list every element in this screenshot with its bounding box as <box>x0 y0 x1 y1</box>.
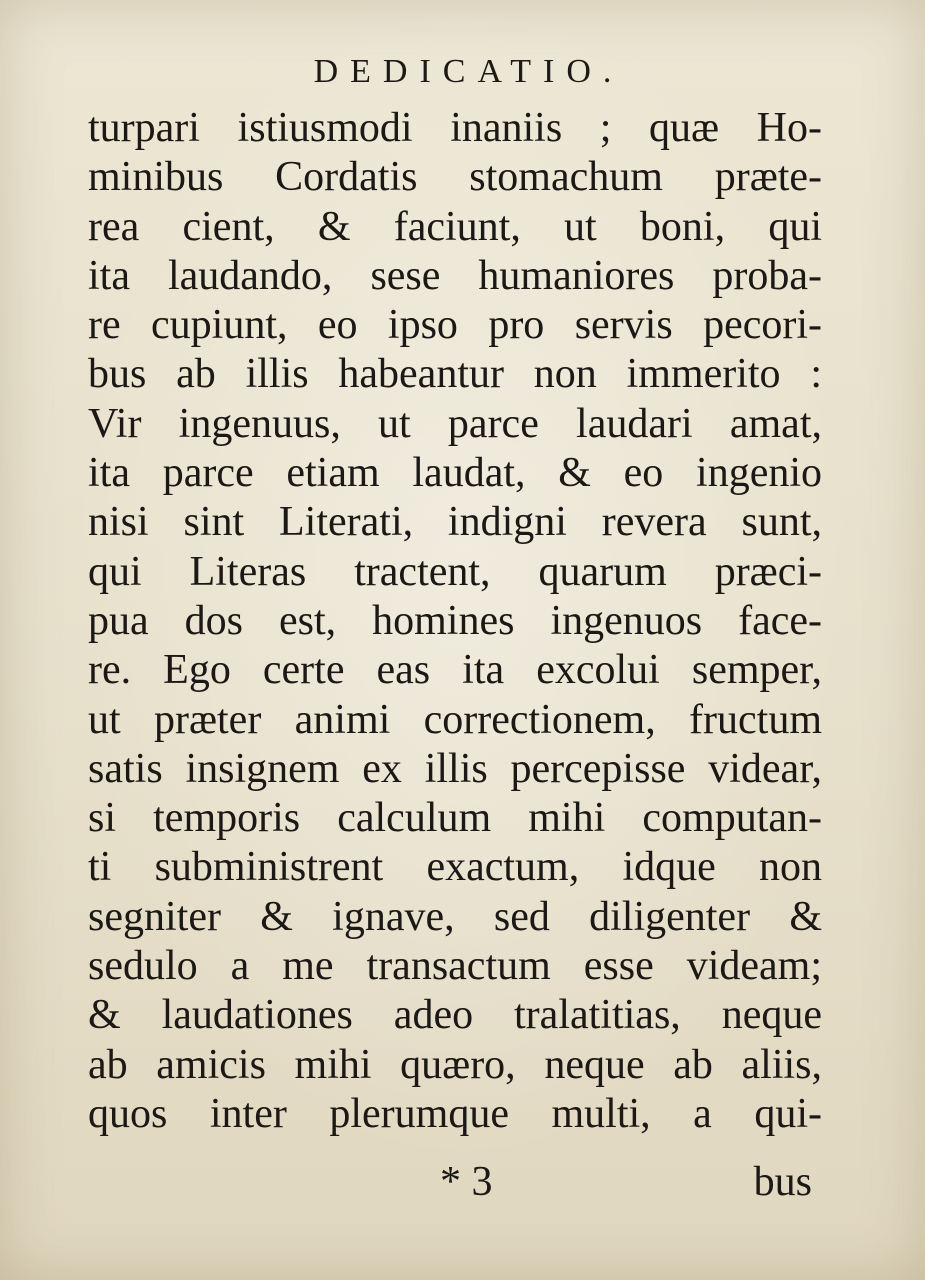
signature-mark: * 3 <box>440 1159 493 1205</box>
text-line: ti subministrent exactum, idque non <box>88 844 822 891</box>
text-line: satis insignem ex illis percepisse videar, <box>88 745 822 792</box>
text-line: ab amicis mihi quæro, neque ab aliis, <box>88 1041 822 1088</box>
text-line: & laudationes adeo tralatitias, neque <box>88 992 822 1039</box>
text-line: rea cient, & faciunt, ut boni, qui <box>88 203 822 250</box>
text-line: minibus Cordatis stomachum præte- <box>88 154 822 201</box>
catchword: bus <box>753 1159 812 1205</box>
text-line: nisi sint Literati, indigni revera sunt, <box>88 499 822 546</box>
running-title: DEDICATIO. <box>313 53 624 90</box>
page-footer <box>88 1158 822 1208</box>
text-line: ita laudando, sese humaniores proba- <box>88 252 822 299</box>
text-line: pua dos est, homines ingenuos face- <box>88 597 822 644</box>
text-line: quos inter plerumque multi, a qui- <box>88 1090 822 1137</box>
text-line: turpari istiusmodi inaniis ; quæ Ho- <box>88 105 822 151</box>
text-line: bus ab illis habeantur non immerito : <box>88 351 822 398</box>
text-line: ita parce etiam laudat, & eo ingenio <box>88 450 822 497</box>
text-block <box>88 104 822 1139</box>
text-line: Vir ingenuus, ut parce laudari amat, <box>88 400 822 447</box>
text-line: re cupiunt, eo ipso pro servis pecori- <box>88 302 822 349</box>
text-line: si temporis calculum mihi computan- <box>88 795 822 842</box>
text-line: re. Ego certe eas ita excolui semper, <box>88 647 822 694</box>
text-line: segniter & ignave, sed diligenter & <box>88 893 822 940</box>
text-line: ut præter animi correctionem, fructum <box>88 696 822 743</box>
text-line: sedulo a me transactum esse videam; <box>88 943 822 990</box>
text-line: qui Literas tractent, quarum præci- <box>88 548 822 595</box>
